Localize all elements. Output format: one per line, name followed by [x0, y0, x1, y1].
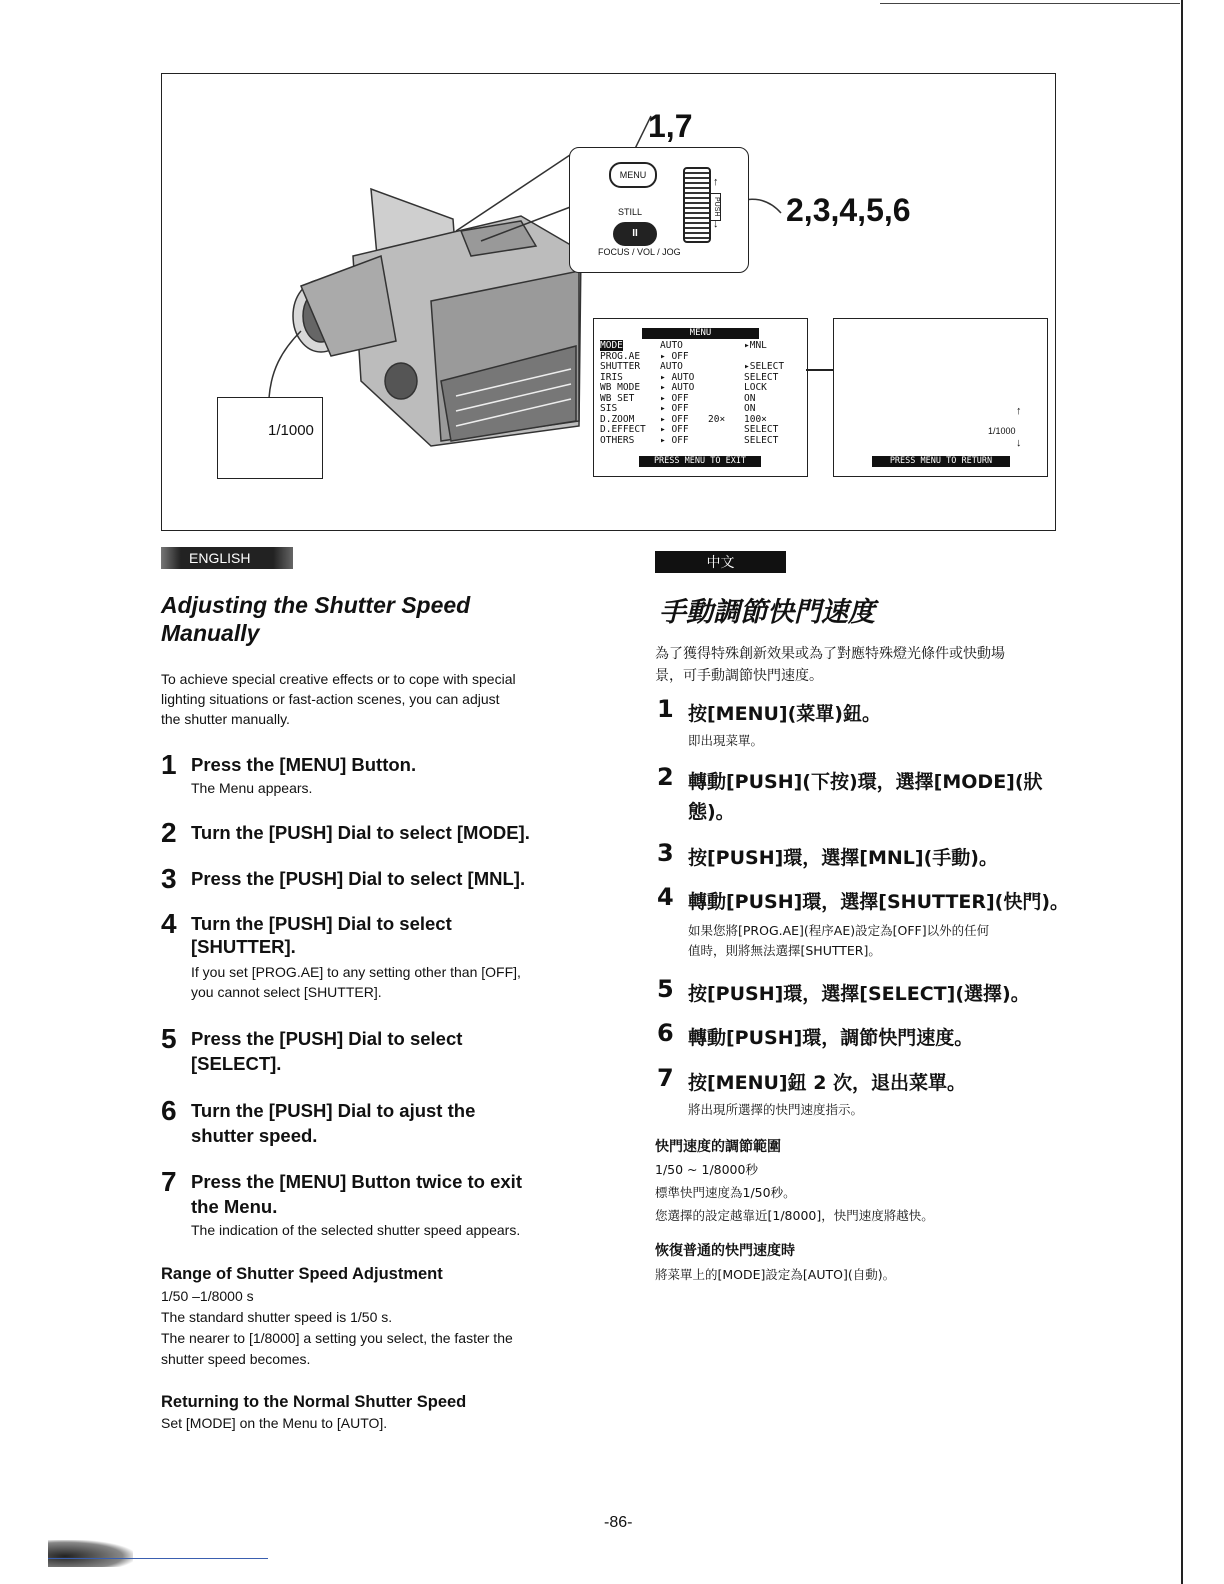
menu-value-mnl: ▸MNL	[744, 340, 767, 351]
menu-button[interactable]: MENU	[609, 162, 657, 188]
step-number: 6	[657, 1019, 674, 1047]
menu-item: SHUTTER	[600, 361, 641, 372]
menu-value	[708, 394, 744, 405]
chinese-intro-line: 景，可手動調節快門速度。	[655, 668, 823, 684]
menu-value: ▸ AUTO	[660, 371, 695, 383]
menu-value: SELECT	[744, 434, 779, 446]
step-number: 3	[657, 839, 674, 867]
chinese-intro-line: 為了獲得特殊創新效果或為了對應特殊燈光條件或快動場	[655, 646, 1005, 662]
return-screen-speed: 1/1000	[988, 426, 1016, 436]
chinese-title: 手動調節快門速度	[659, 597, 875, 628]
step-note: The indication of the selected shutter speed appears.	[191, 1222, 521, 1238]
step-heading: [SHUTTER].	[191, 936, 296, 957]
menu-value: ON	[744, 392, 756, 404]
menu-value: 20×	[708, 413, 726, 425]
arrow-down-icon: ↓	[1016, 437, 1022, 449]
step-note: 將出現所選擇的快門速度指示。	[688, 1102, 864, 1117]
menu-row	[600, 436, 804, 447]
step-heading: 轉動[PUSH]環，調節快門速度。	[688, 1027, 974, 1049]
menu-value	[708, 352, 744, 363]
menu-value	[708, 436, 744, 447]
step-heading: shutter speed.	[191, 1125, 318, 1146]
menu-screen-footer: PRESS MENU TO EXIT	[639, 456, 761, 467]
step-heading: 按[PUSH]環，選擇[SELECT](選擇)。	[688, 983, 1030, 1005]
menu-value: ▸ OFF	[660, 424, 689, 435]
menu-value: ▸ OFF	[660, 434, 689, 446]
language-tag-chinese: 中文	[655, 551, 786, 573]
step-heading: 按[PUSH]環，選擇[MNL](手動)。	[688, 847, 998, 869]
scan-artifact-line	[48, 1558, 268, 1559]
menu-value: ▸ OFF	[660, 350, 689, 362]
english-return-text: Set [MODE] on the Menu to [AUTO].	[161, 1415, 388, 1431]
arrow-down-icon: ↓	[713, 218, 719, 230]
language-tag-english: ENGLISH	[161, 547, 293, 569]
english-intro-line: lighting situations or fast-action scenes, you can adjust	[161, 691, 500, 707]
menu-item: WB SET	[600, 392, 635, 404]
scan-artifact	[48, 1540, 133, 1567]
english-return-heading: Returning to the Normal Shutter Speed	[161, 1393, 467, 1411]
menu-item: WB MODE	[600, 382, 641, 393]
english-title-line: Manually	[161, 620, 260, 646]
english-intro-line: To achieve special creative effects or to cope with special	[161, 671, 516, 687]
chinese-range-line: 標準快門速度為1/50秒。	[655, 1185, 796, 1200]
english-range-line: The standard shutter speed is 1/50 s.	[161, 1309, 393, 1325]
menu-value	[708, 362, 744, 373]
menu-item: OTHERS	[600, 434, 635, 446]
step-number: 2	[657, 763, 674, 791]
menu-value	[708, 425, 744, 436]
camera-shutter-speed: 1/1000	[268, 422, 314, 439]
menu-row	[600, 394, 804, 405]
menu-value: SELECT	[744, 424, 779, 435]
menu-value	[708, 404, 744, 415]
english-range-line: 1/50 –1/8000 s	[161, 1288, 254, 1304]
step-number: 5	[657, 975, 674, 1003]
menu-value: LOCK	[744, 382, 767, 393]
menu-row	[600, 362, 804, 373]
menu-value: ▸SELECT	[744, 361, 785, 372]
step-heading: 轉動[PUSH]環，選擇[SHUTTER](快門)。	[688, 891, 1070, 913]
menu-value: 100×	[744, 413, 767, 425]
chinese-return-text: 將菜單上的[MODE]設定為[AUTO](自動)。	[655, 1267, 896, 1282]
step-heading: Press the [MENU] Button.	[191, 754, 417, 775]
page-number: -86-	[604, 1514, 633, 1531]
step-heading: Press the [PUSH] Dial to select	[191, 1028, 463, 1049]
chinese-range-line: 1/50 ~ 1/8000秒	[655, 1162, 758, 1177]
step-heading: Turn the [PUSH] Dial to ajust the	[191, 1100, 476, 1121]
step-number: 4	[657, 883, 674, 911]
callout-label-menu: 1,7	[648, 108, 693, 144]
camera-lcd-display	[217, 397, 323, 479]
menu-value: ▸ OFF	[660, 403, 689, 414]
step-number: 2	[161, 817, 177, 848]
menu-item: PROG.AE	[600, 350, 641, 362]
step-number: 5	[161, 1023, 177, 1054]
menu-value: ▸ OFF	[660, 413, 689, 425]
menu-value: ▸ OFF	[660, 392, 689, 404]
right-scan-rule	[1181, 0, 1183, 1584]
step-heading: the Menu.	[191, 1196, 278, 1217]
menu-value: ▸ AUTO	[660, 382, 695, 393]
return-screen-footer: PRESS MENU TO RETURN	[872, 456, 1010, 467]
english-intro	[161, 669, 601, 729]
still-label: STILL	[618, 207, 643, 217]
step-heading: Press the [PUSH] Dial to select [MNL].	[191, 868, 526, 889]
step-heading: Turn the [PUSH] Dial to select [MODE].	[191, 822, 530, 843]
step-note: The Menu appears.	[191, 780, 313, 796]
english-range-heading: Range of Shutter Speed Adjustment	[161, 1265, 443, 1283]
menu-row-mode	[600, 341, 804, 352]
step-note: If you set [PROG.AE] to any setting other than [OFF],	[191, 964, 521, 980]
step-heading: Turn the [PUSH] Dial to select	[191, 913, 452, 934]
step-number: 7	[657, 1064, 674, 1092]
push-dial[interactable]	[683, 167, 711, 243]
step-heading: 態)。	[688, 801, 735, 823]
top-scan-rule	[880, 3, 1180, 4]
step-number: 3	[161, 863, 177, 894]
english-range-line: shutter speed becomes.	[161, 1351, 311, 1367]
still-button[interactable]: II	[613, 222, 657, 246]
chinese-intro	[655, 643, 1095, 687]
chinese-return-heading: 恢復普通的快門速度時	[655, 1243, 795, 1259]
menu-value-blank	[708, 341, 744, 352]
return-screen	[833, 318, 1048, 477]
arrow-up-icon: ↑	[1016, 405, 1022, 417]
step-note: 值時，則將無法選擇[SHUTTER]。	[688, 943, 881, 958]
english-intro-line: the shutter manually.	[161, 711, 290, 727]
step-number: 1	[161, 749, 177, 780]
step-note: 即出現菜單。	[688, 733, 764, 748]
menu-value	[708, 373, 744, 384]
english-title	[161, 591, 581, 647]
chinese-range-heading: 快門速度的調節範圍	[655, 1139, 781, 1155]
menu-value: AUTO	[660, 361, 683, 372]
menu-row	[600, 383, 804, 394]
menu-item: D.EFFECT	[600, 424, 646, 435]
focus-vol-jog-label: FOCUS / VOL / JOG	[598, 247, 681, 257]
step-heading: Press the [MENU] Button twice to exit	[191, 1171, 522, 1192]
menu-item: D.ZOOM	[600, 413, 635, 425]
menu-value	[708, 383, 744, 394]
menu-screen	[593, 318, 808, 477]
menu-screen-title: MENU	[642, 328, 759, 339]
menu-screen-rows	[600, 341, 804, 446]
menu-item: IRIS	[600, 371, 623, 383]
step-note: you cannot select [SHUTTER].	[191, 984, 382, 1000]
step-heading: 按[MENU](菜單)鈕。	[688, 703, 881, 725]
step-note: 如果您將[PROG.AE](程序AE)設定為[OFF]以外的任何	[688, 923, 990, 938]
step-heading: 轉動[PUSH](下按)環，選擇[MODE](狀	[688, 771, 1043, 793]
menu-value-auto: AUTO	[660, 340, 683, 351]
menu-value: SELECT	[744, 371, 779, 383]
step-number: 7	[161, 1166, 177, 1197]
menu-row	[600, 404, 804, 415]
step-heading: 按[MENU]鈕 2 次，退出菜單。	[688, 1072, 967, 1094]
step-number: 6	[161, 1095, 177, 1126]
arrow-up-icon: ↑	[713, 176, 719, 188]
english-title-line: Adjusting the Shutter Speed	[161, 592, 471, 618]
step-number: 4	[161, 908, 177, 939]
menu-item-mode: MODE	[600, 340, 623, 351]
menu-value: ON	[744, 403, 756, 414]
menu-item: SIS	[600, 403, 618, 414]
step-number: 1	[657, 695, 674, 723]
push-label: PUSH	[709, 193, 721, 221]
english-range-line: The nearer to [1/8000] a setting you select, the faster the	[161, 1330, 513, 1346]
chinese-range-line: 您選擇的設定越靠近[1/8000]，快門速度將越快。	[655, 1208, 934, 1223]
callout-label-dial: 2,3,4,5,6	[786, 192, 911, 228]
menu-row	[600, 425, 804, 436]
step-heading: [SELECT].	[191, 1053, 282, 1074]
